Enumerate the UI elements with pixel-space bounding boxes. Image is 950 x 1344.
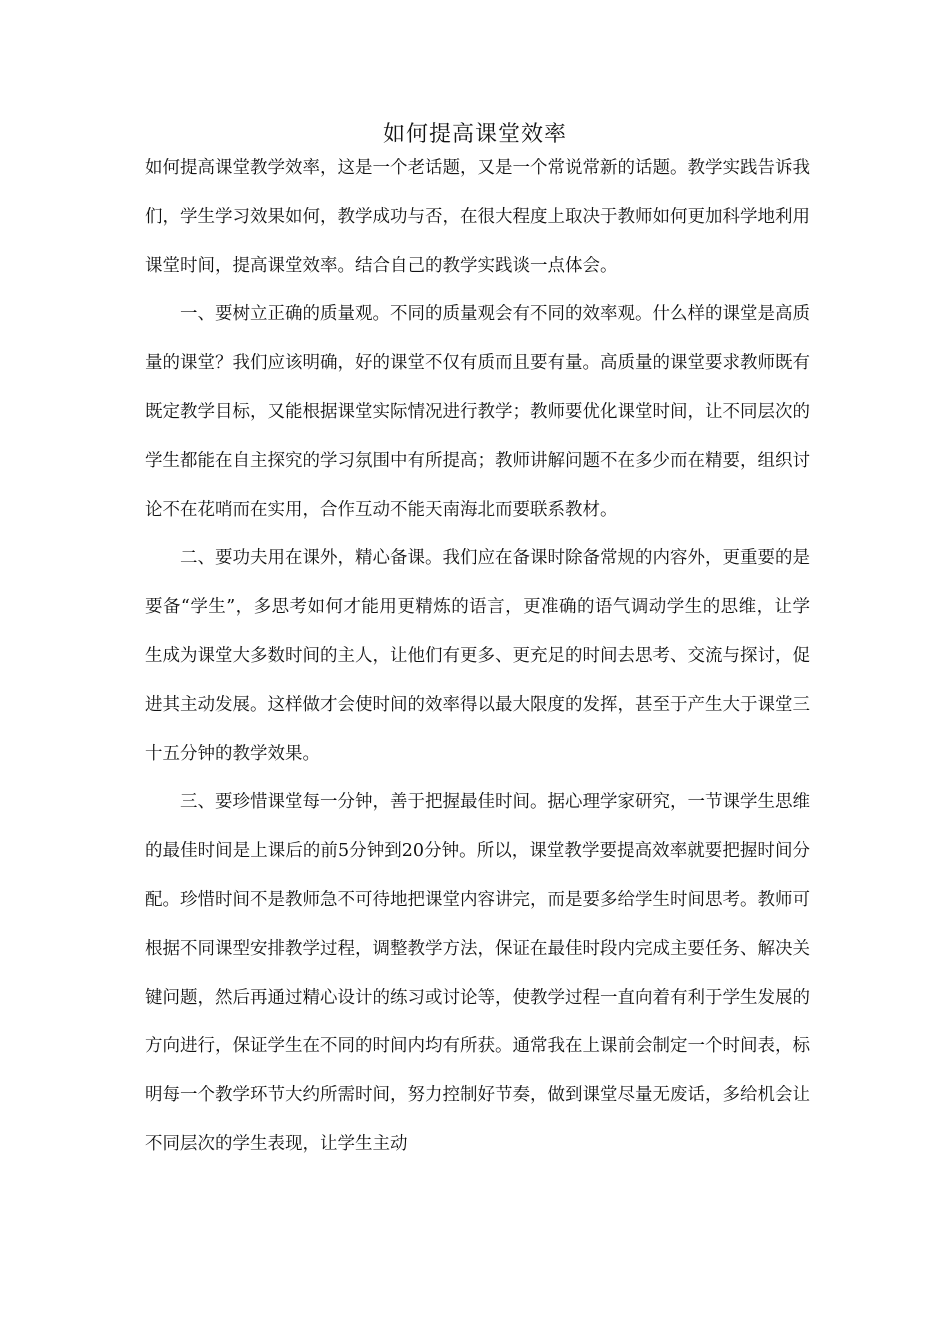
paragraph-lesson-preparation: 二、要功夫用在课外，精心备课。我们应在备课时除备常规的内容外，更重要的是要备“学生”，多思考如何才能用更精炼的语言，更准确的语气调动学生的思维，让学生成为课堂大多数时间的主人，让他们有更多、更充足的时间去思考、交流与探讨，促进其主动发展。这样做才会使时间的效率得以最大限度的发挥，甚至于产生大于课堂三十五分钟的教学效果。 [145, 548, 810, 764]
paragraph-time-management: 三、要珍惜课堂每一分钟，善于把握最佳时间。据心理学家研究，一节课学生思维的最佳时间是上课后的前5分钟到20分钟。所以，课堂教学要提高效率就要把握时间分配。珍惜时间不是教师急不可待地把课堂内容讲完，而是要多给学生时间思考。教师可根据不同课型安排教学过程，调整教学方法，保证在最佳时段内完成主要任务、解决关键问题，然后再通过精心设计的练习或讨论等，使教学过程一直向着有利于学生发展的方向进行，保证学生在不同的时间内均有所获。通常我在上课前会制定一个时间表，标明每一个教学环节大约所需时间，努力控制好节奏，做到课堂尽量无废话，多给机会让不同层次的学生表现，让学生主动 [145, 792, 810, 1154]
paragraph-quality-view: 一、要树立正确的质量观。不同的质量观会有不同的效率观。什么样的课堂是高质量的课堂？我们应该明确，好的课堂不仅有质而且要有量。高质量的课堂要求教师既有既定教学目标，又能根据课堂实际情况进行教学；教师要优化课堂时间，让不同层次的学生都能在自主探究的学习氛围中有所提高；教师讲解问题不在多少而在精要，组织讨论不在花哨而在实用，合作互动不能天南海北而要联系教材。 [145, 304, 810, 520]
document-title: 如何提高课堂效率 [382, 122, 567, 147]
document-body [145, 144, 810, 1169]
paragraph-intro: 如何提高课堂教学效率，这是一个老话题，又是一个常说常新的话题。教学实践告诉我们，学生学习效果如何，教学成功与否，在很大程度上取决于教师如何更加科学地利用课堂时间，提高课堂效率。结合自己的教学实践谈一点体会。 [145, 158, 810, 276]
